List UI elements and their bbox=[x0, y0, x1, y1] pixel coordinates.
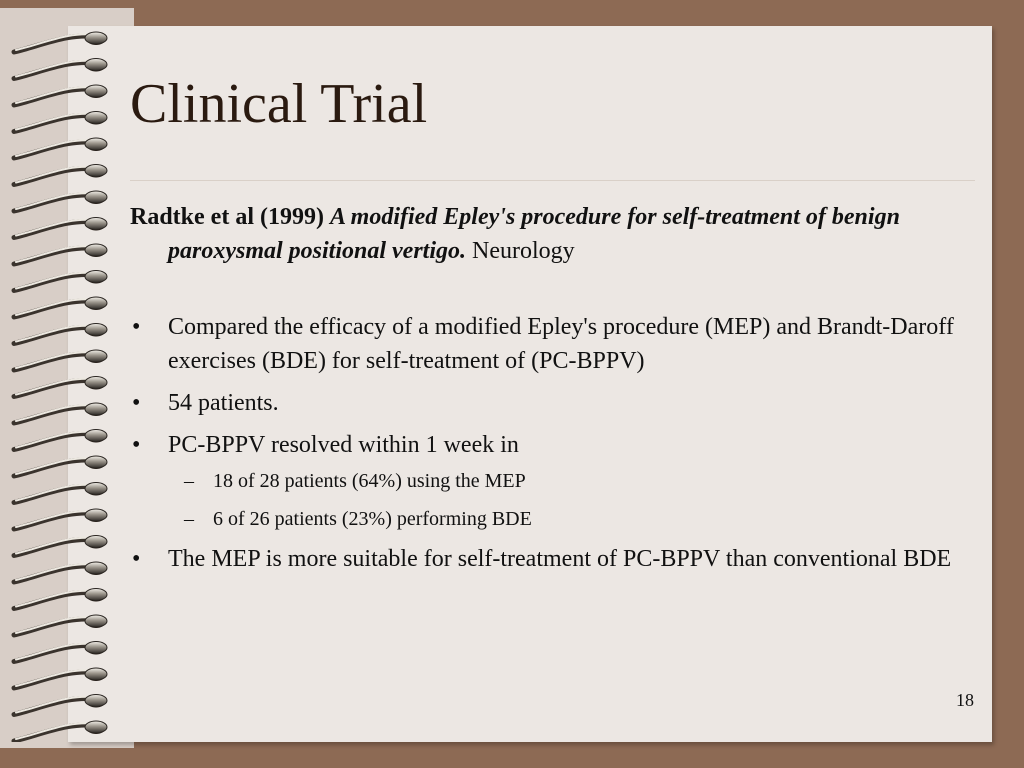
spiral-binding-icon bbox=[0, 26, 120, 742]
sub-bullet-item bbox=[168, 466, 975, 496]
sub-bullet-text: 18 of 28 patients (64%) using the MEP bbox=[213, 470, 526, 492]
slide-content bbox=[130, 200, 975, 584]
bullet-text: PC-BPPV resolved within 1 week in bbox=[168, 432, 519, 458]
bullet-item bbox=[130, 428, 975, 534]
bullet-text: 54 patients. bbox=[168, 390, 279, 416]
reference-separator: . bbox=[460, 238, 467, 264]
reference-citation bbox=[130, 200, 975, 268]
title-divider bbox=[130, 180, 975, 181]
sub-bullet-item bbox=[168, 504, 975, 534]
bullet-item bbox=[130, 310, 975, 378]
bullet-item bbox=[130, 542, 975, 576]
slide-title: Clinical Trial bbox=[130, 73, 428, 135]
page-number: 18 bbox=[956, 690, 974, 710]
sub-bullet-list bbox=[168, 466, 975, 534]
bullet-item bbox=[130, 386, 975, 420]
bullet-list bbox=[130, 310, 975, 576]
sub-bullet-text: 6 of 26 patients (23%) performing BDE bbox=[213, 508, 532, 530]
reference-authors: Radtke et al (1999) bbox=[130, 204, 324, 230]
bullet-text: The MEP is more suitable for self-treatment of PC-BPPV than conventional BDE bbox=[168, 546, 952, 572]
reference-journal: Neurology bbox=[472, 238, 575, 264]
bullet-text: Compared the efficacy of a modified Epley's procedure (MEP) and Brandt-Daroff exercises (BDE) for self-treatment of (PC-BPPV) bbox=[168, 314, 954, 374]
reference-article-title: A modified Epley's procedure for self-treatment of benign paroxysmal positional vertigo bbox=[168, 204, 900, 264]
